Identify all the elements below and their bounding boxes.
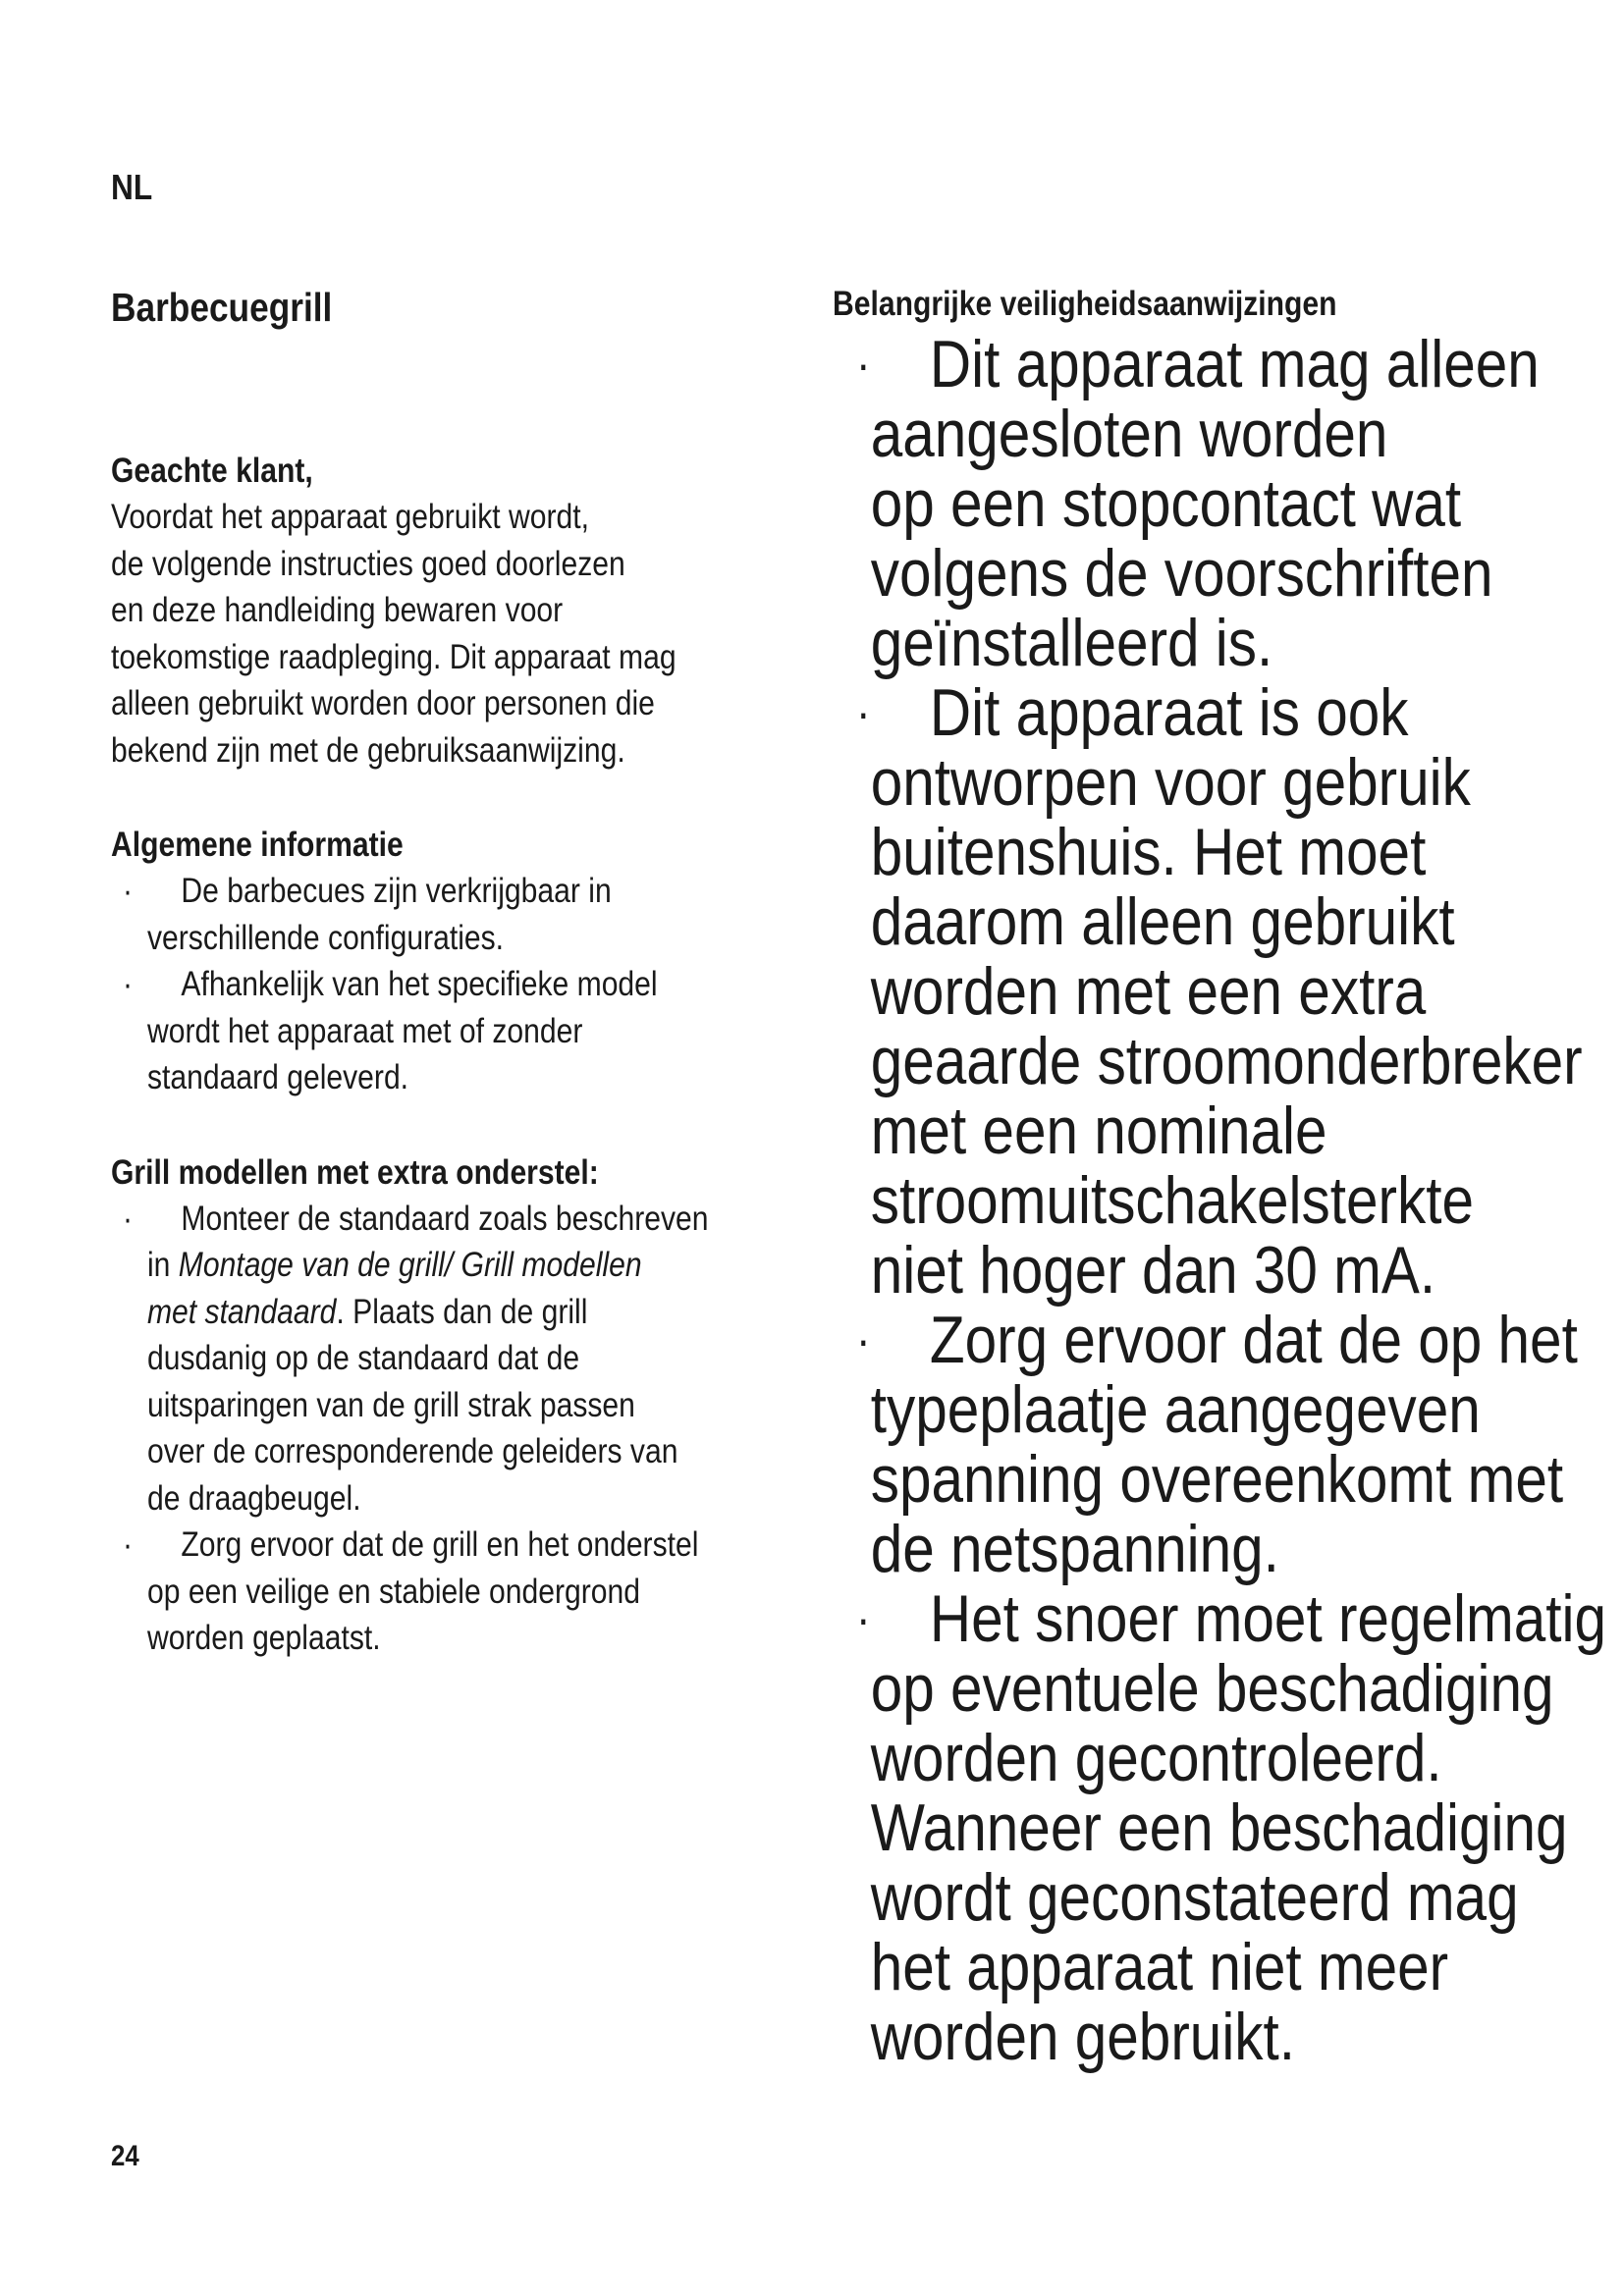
- list-item-text: op een veilige en stabiele ondergrond: [146, 1572, 641, 1611]
- intro-line: de volgende instructies goed doorlezen: [111, 544, 625, 583]
- list-item: [111, 868, 735, 961]
- list-item-text: worden geplaatst.: [146, 1619, 381, 1657]
- list-item-text: aangesloten worden: [870, 397, 1388, 471]
- list-item-text: over de corresponderende geleiders van: [146, 1432, 678, 1470]
- list-item-text: geïnstalleerd is.: [870, 606, 1273, 680]
- list-item-text: geaarde stroomonderbreker: [870, 1024, 1583, 1098]
- bullet-icon: ·: [123, 965, 134, 1003]
- list-item-text: stroomuitschakelsterkte: [870, 1163, 1474, 1238]
- list-item-text: Het snoer moet regelmatig: [929, 1581, 1606, 1656]
- list-item-text: worden gebruikt.: [870, 2000, 1296, 2074]
- list-item: [833, 1581, 1606, 2074]
- page-number: 24: [111, 2140, 139, 2172]
- document-title: Barbecuegrill: [111, 285, 333, 330]
- list-item-text: spanning overeenkomt met: [870, 1442, 1564, 1517]
- bullet-icon: ·: [123, 872, 134, 910]
- bullet-icon: ·: [123, 1525, 134, 1564]
- general-info-list: [111, 868, 735, 1101]
- list-item-text: Monteer de standaard zoals beschreven: [181, 1199, 709, 1238]
- list-item-text: uitsparingen van de grill strak passen: [146, 1385, 635, 1424]
- list-item-text: De barbecues zijn verkrijgbaar in: [181, 872, 612, 910]
- language-code: NL: [111, 167, 153, 207]
- section-reference: Montage van de grill/ Grill modellen: [178, 1246, 642, 1284]
- list-item-text: op eventuele beschadiging: [870, 1651, 1554, 1726]
- list-item-text: worden gecontroleerd.: [870, 1721, 1442, 1795]
- grill-models-list: [111, 1196, 735, 1662]
- list-item-text: wordt het apparaat met of zonder: [146, 1011, 583, 1050]
- list-item-text: dusdanig op de standaard dat de: [146, 1339, 580, 1377]
- list-item-text: typeplaatje aangegeven: [870, 1372, 1481, 1447]
- bullet-icon: ·: [123, 1199, 134, 1238]
- list-item: [833, 1303, 1578, 1586]
- list-item-text: Dit apparaat is ook: [929, 675, 1409, 750]
- intro-paragraph: [111, 494, 735, 774]
- list-item-text: worden met een extra: [870, 954, 1427, 1029]
- list-item-text: niet hoger dan 30 mA.: [870, 1233, 1436, 1308]
- bullet-icon: ·: [856, 1312, 871, 1367]
- bullet-icon: ·: [856, 337, 871, 392]
- intro-line: toekomstige raadpleging. Dit apparaat mag: [111, 637, 677, 676]
- list-item-text: het apparaat niet meer: [870, 1930, 1449, 2004]
- list-item-text: met een nominale: [870, 1094, 1327, 1168]
- intro-line: Voordat het apparaat gebruikt wordt,: [111, 498, 589, 536]
- intro-line: alleen gebruikt worden door personen die: [111, 684, 655, 722]
- list-item-text: standaard geleverd.: [146, 1058, 409, 1096]
- safety-list: [833, 327, 1606, 2074]
- intro-line: en deze handleiding bewaren voor: [111, 591, 564, 629]
- list-item-text: wordt geconstateerd mag: [870, 1860, 1519, 1935]
- list-item-text: Wanneer een beschadiging: [870, 1790, 1568, 1865]
- list-item-text: de draagbeugel.: [146, 1478, 361, 1518]
- list-item-text: Afhankelijk van het specifieke model: [181, 965, 658, 1003]
- list-item-text: de netspanning.: [870, 1512, 1279, 1586]
- list-item-text: . Plaats dan de grill: [336, 1292, 588, 1331]
- list-item-text: buitenshuis. Het moet: [870, 815, 1427, 889]
- safety-heading: Belangrijke veiligheidsaanwijzingen: [833, 285, 1337, 323]
- list-item-text: Zorg ervoor dat de op het: [929, 1303, 1578, 1377]
- list-item-text: Zorg ervoor dat de grill en het onderstel: [181, 1525, 699, 1564]
- greeting-heading: Geachte klant,: [111, 452, 313, 490]
- list-item: [833, 327, 1540, 680]
- right-column: [833, 285, 1606, 2074]
- list-item-text: in: [146, 1246, 179, 1284]
- list-item: [111, 961, 735, 1101]
- list-item-text: volgens de voorschriften: [870, 536, 1493, 611]
- list-item: [111, 1196, 735, 1522]
- list-item-text: op een stopcontact wat: [870, 466, 1462, 541]
- list-item-text: verschillende configuraties.: [146, 918, 505, 957]
- intro-line: bekend zijn met de gebruiksaanwijzing.: [111, 730, 625, 770]
- bullet-icon: ·: [856, 1591, 871, 1646]
- list-item: [111, 1522, 735, 1662]
- list-item-text: Dit apparaat mag alleen: [929, 327, 1540, 401]
- grill-models-heading: Grill modellen met extra onderstel:: [111, 1152, 599, 1192]
- list-item: [833, 675, 1583, 1308]
- general-info-heading: Algemene informatie: [111, 826, 404, 864]
- list-item-text: ontworpen voor gebruik: [870, 745, 1471, 820]
- section-reference: met standaard: [146, 1292, 337, 1331]
- left-column: [111, 285, 838, 1662]
- list-item-text: daarom alleen gebruikt: [870, 884, 1455, 959]
- bullet-icon: ·: [856, 685, 871, 740]
